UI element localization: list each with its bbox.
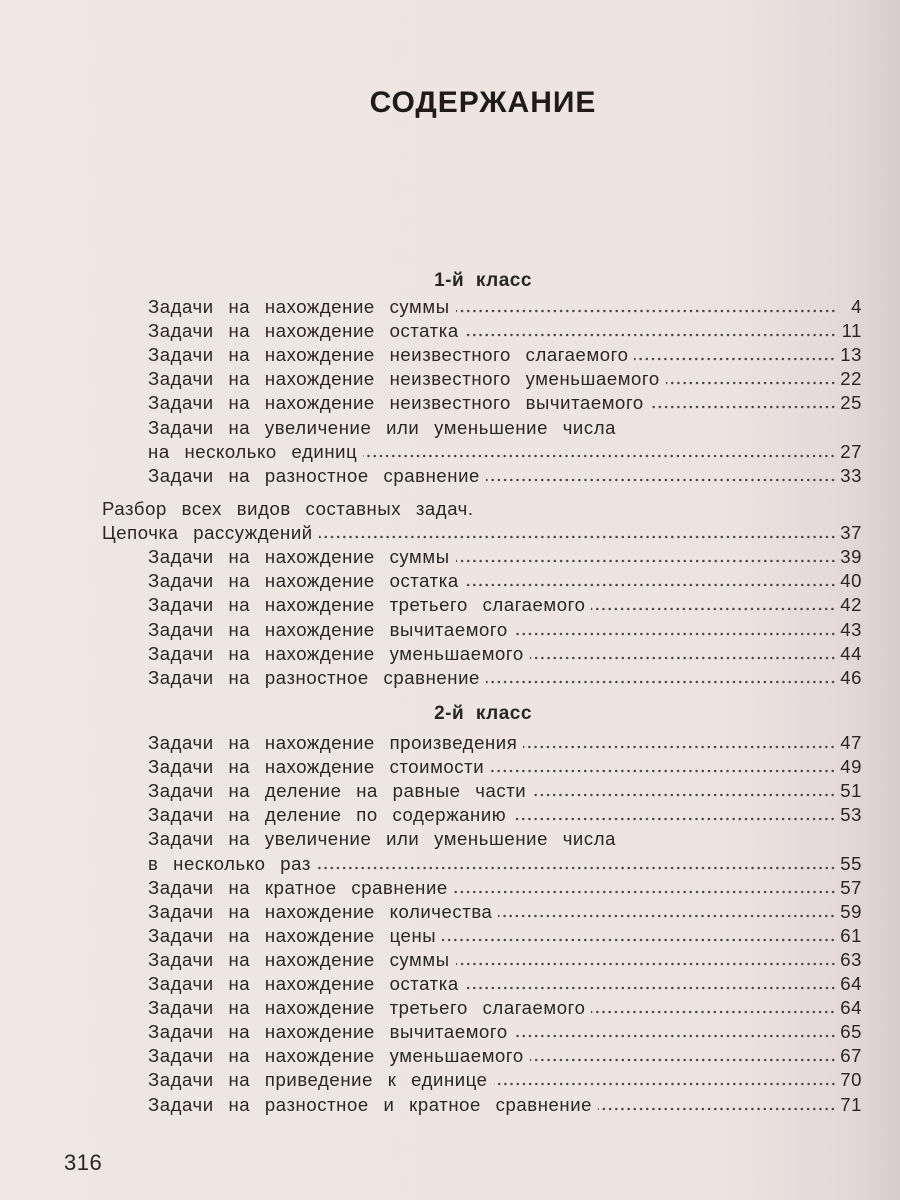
entry-label: Задачи на кратное сравнение xyxy=(148,876,448,898)
dot-leader xyxy=(465,985,836,991)
dot-leader xyxy=(486,477,836,483)
entry-page: 55 xyxy=(840,852,862,874)
entry-label: на несколько единиц xyxy=(148,440,358,462)
entry-page: 44 xyxy=(840,642,862,664)
entry-label: Разбор всех видов составных задач. xyxy=(102,498,474,519)
toc-entry xyxy=(148,996,862,1020)
dot-leader xyxy=(494,1081,836,1087)
entry-page: 46 xyxy=(840,666,862,688)
toc-entry xyxy=(148,440,862,464)
entry-page: 53 xyxy=(840,804,862,826)
entry-label: Задачи на нахождение суммы xyxy=(148,948,450,970)
entry-label: Цепочка рассуждений xyxy=(102,522,313,544)
toc-entry xyxy=(148,569,862,593)
entry-page: 11 xyxy=(841,320,862,342)
toc-entry xyxy=(148,343,862,367)
dot-leader xyxy=(591,1009,836,1015)
entry-label: Задачи на нахождение остатка xyxy=(148,320,459,342)
entry-label: Задачи на нахождение стоимости xyxy=(148,756,485,778)
entry-label: Задачи на приведение к единице xyxy=(148,1069,488,1091)
entry-label: Задачи на деление на равные части xyxy=(148,780,527,802)
toc-entry xyxy=(148,1020,862,1044)
dot-leader xyxy=(514,631,836,637)
dot-leader xyxy=(486,679,836,685)
entry-label: Задачи на нахождение неизвестного уменьшаемого xyxy=(148,368,660,390)
dot-leader xyxy=(530,1057,836,1063)
entry-label: Задачи на разностное и кратное сравнение xyxy=(148,1093,593,1115)
entry-page: 65 xyxy=(840,1021,862,1043)
dot-leader xyxy=(319,534,836,540)
entry-label: Задачи на нахождение уменьшаемого xyxy=(148,642,524,664)
entry-label: Задачи на нахождение остатка xyxy=(148,973,459,994)
toc-entry xyxy=(148,295,862,319)
dot-leader xyxy=(530,655,836,661)
dot-leader xyxy=(317,865,836,871)
entry-page: 64 xyxy=(840,997,862,1019)
entry-label: Задачи на нахождение неизвестного слагаемого xyxy=(148,344,629,366)
toc-entry xyxy=(148,1044,862,1068)
entry-page: 70 xyxy=(840,1069,862,1091)
entry-label: Задачи на нахождение третьего слагаемого xyxy=(148,594,586,616)
entry-page: 13 xyxy=(840,344,862,366)
dot-leader xyxy=(591,606,836,612)
dot-leader xyxy=(363,453,836,459)
dot-leader xyxy=(456,961,836,967)
page-number: 316 xyxy=(64,1150,103,1175)
entry-label: Задачи на разностное сравнение xyxy=(148,666,480,688)
entry-page: 22 xyxy=(840,368,862,390)
toc-entry xyxy=(148,642,862,666)
entry-page: 43 xyxy=(840,618,862,640)
dot-leader xyxy=(598,1106,836,1112)
toc-entry xyxy=(148,545,862,569)
toc-entry xyxy=(148,948,862,972)
section-heading: 1-й класс xyxy=(434,270,532,291)
entry-label: Задачи на нахождение вычитаемого xyxy=(148,1021,508,1043)
dot-leader xyxy=(650,404,836,410)
entry-label: Задачи на деление по содержанию xyxy=(148,804,507,826)
toc-entry xyxy=(148,593,862,617)
toc-entry xyxy=(102,521,862,545)
toc-entry xyxy=(148,618,862,642)
entry-label: Задачи на нахождение вычитаемого xyxy=(148,618,508,640)
entry-label: Задачи на нахождение уменьшаемого xyxy=(148,1045,524,1067)
toc-entry xyxy=(148,416,862,440)
dot-leader xyxy=(523,744,836,750)
toc-entry xyxy=(148,924,862,948)
toc-entry xyxy=(148,731,862,755)
entry-label: Задачи на разностное сравнение xyxy=(148,464,480,486)
toc-entry xyxy=(148,972,862,996)
dot-leader xyxy=(465,332,836,338)
toc-entry xyxy=(148,464,862,488)
dot-leader xyxy=(498,913,836,919)
entry-label: Задачи на нахождение количества xyxy=(148,900,493,922)
dot-leader xyxy=(490,768,836,774)
entry-page: 4 xyxy=(851,296,862,317)
toc-entry xyxy=(148,852,862,876)
dot-leader xyxy=(666,380,836,386)
entry-page: 64 xyxy=(840,973,862,994)
entry-label: Задачи на нахождение произведения xyxy=(148,732,518,753)
entry-page: 59 xyxy=(840,900,862,922)
entry-page: 37 xyxy=(840,522,862,544)
toc-entry xyxy=(148,367,862,391)
toc-entry xyxy=(148,755,862,779)
dot-leader xyxy=(512,816,836,822)
entry-page: 51 xyxy=(840,780,862,802)
page-title: СОДЕРЖАНИЕ xyxy=(369,86,597,119)
entry-page: 63 xyxy=(840,948,862,970)
section-heading: 2-й класс xyxy=(434,703,532,724)
toc-entry xyxy=(148,779,862,803)
entry-page: 67 xyxy=(840,1045,862,1067)
entry-page: 61 xyxy=(840,924,862,946)
entry-label: в несколько раз xyxy=(148,852,311,874)
dot-leader xyxy=(456,558,836,564)
entry-page: 33 xyxy=(840,464,862,486)
entry-page: 39 xyxy=(840,546,862,568)
toc-entry xyxy=(148,900,862,924)
dot-leader xyxy=(465,582,836,588)
entry-label: Задачи на увеличение или уменьшение числа xyxy=(148,416,616,438)
dot-leader xyxy=(514,1033,836,1039)
toc-entry xyxy=(148,827,862,851)
entry-label: Задачи на нахождение неизвестного вычитаемого xyxy=(148,392,644,414)
entry-page: 42 xyxy=(840,594,862,616)
entry-label: Задачи на нахождение суммы xyxy=(148,296,450,317)
toc-entry xyxy=(148,1068,862,1092)
entry-page: 25 xyxy=(840,392,862,414)
entry-page: 71 xyxy=(840,1093,862,1115)
toc-entry xyxy=(148,803,862,827)
entry-label: Задачи на нахождение суммы xyxy=(148,546,450,568)
entry-page: 47 xyxy=(840,732,862,753)
toc-entry xyxy=(148,876,862,900)
entry-label: Задачи на нахождение третьего слагаемого xyxy=(148,997,586,1019)
toc-entry xyxy=(148,666,862,690)
toc-entry xyxy=(148,1093,862,1117)
entry-label: Задачи на увеличение или уменьшение числа xyxy=(148,828,616,850)
dot-leader xyxy=(532,792,836,798)
entry-page: 49 xyxy=(840,756,862,778)
toc-entry xyxy=(148,391,862,415)
dot-leader xyxy=(454,889,836,895)
entry-label: Задачи на нахождение цены xyxy=(148,924,437,946)
entry-label: Задачи на нахождение остатка xyxy=(148,570,459,592)
dot-leader xyxy=(634,356,836,362)
entry-page: 27 xyxy=(840,440,862,462)
toc-entry xyxy=(102,497,862,521)
dot-leader xyxy=(456,308,836,314)
entry-page: 57 xyxy=(840,876,862,898)
toc-entry xyxy=(148,319,862,343)
entry-page: 40 xyxy=(840,570,862,592)
dot-leader xyxy=(442,937,836,943)
